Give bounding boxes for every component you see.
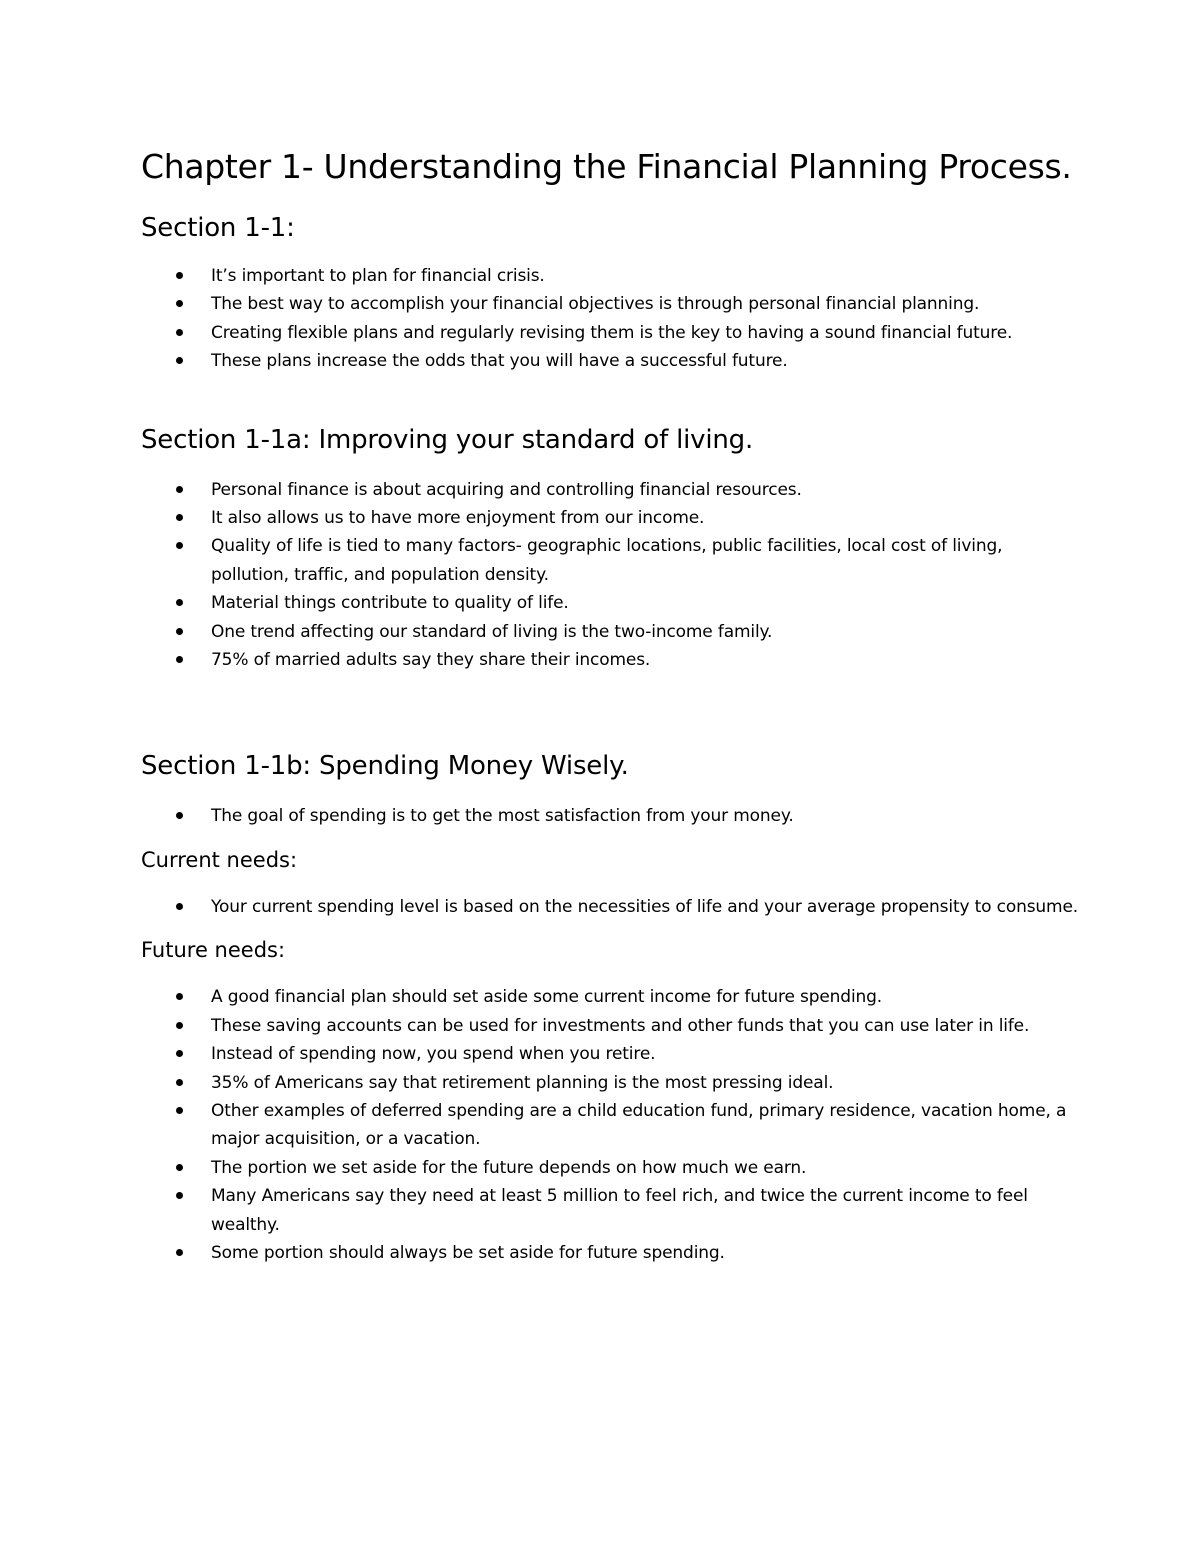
bullet-list-future-needs [141, 983, 1081, 1267]
list-item [141, 1182, 1081, 1239]
bullet-dot-icon [176, 993, 183, 1000]
list-item-text: Creating flexible plans and regularly revising them is the key to having a sound financial future. [211, 322, 1013, 343]
list-item [141, 589, 1081, 617]
bullet-list-section-1-1a [141, 476, 1081, 675]
bullet-dot-icon [176, 1022, 183, 1029]
list-item-text: It also allows us to have more enjoyment from our income. [211, 508, 705, 529]
list-item-text: The portion we set aside for the future depends on how much we earn. [211, 1157, 807, 1178]
list-item [141, 1040, 1081, 1068]
list-item-text: Some portion should always be set aside for future spending. [211, 1242, 725, 1263]
bullet-dot-icon [176, 599, 183, 606]
list-item [141, 504, 1081, 532]
list-item [141, 1239, 1081, 1267]
bullet-dot-icon [176, 1050, 183, 1057]
bullet-dot-icon [176, 1192, 183, 1199]
bullet-dot-icon [176, 357, 183, 364]
bullet-list-section-1-1 [141, 262, 1081, 376]
list-item [141, 262, 1081, 290]
bullet-dot-icon [176, 812, 183, 819]
list-item [141, 893, 1081, 921]
list-item-text: Material things contribute to quality of life. [211, 593, 569, 614]
list-item-text: Other examples of deferred spending are a child education fund, primary residence, vacation home, a major acquisition, or a vacation. [211, 1100, 1067, 1150]
list-item [141, 290, 1081, 318]
list-item-text: Many Americans say they need at least 5 million to feel rich, and twice the current income to feel wealthy. [211, 1186, 1028, 1235]
list-item [141, 646, 1081, 674]
bullet-dot-icon [176, 272, 183, 279]
section-heading-1-1b: Section 1-1b: Spending Money Wisely. [141, 751, 629, 782]
bullet-dot-icon [176, 542, 183, 549]
list-item [141, 1012, 1081, 1040]
section-heading-1-1a: Section 1-1a: Improving your standard of living. [141, 424, 754, 455]
list-item-text: 35% of Americans say that retirement planning is the most pressing ideal. [211, 1072, 834, 1093]
bullet-dot-icon [176, 903, 183, 910]
bullet-dot-icon [176, 300, 183, 307]
list-item-text: 75% of married adults say they share their incomes. [211, 650, 651, 671]
subheading-current-needs: Current needs: [141, 847, 298, 872]
list-item [141, 983, 1081, 1011]
list-item-text: The goal of spending is to get the most satisfaction from your money. [211, 806, 794, 827]
bullet-dot-icon [176, 1249, 183, 1256]
bullet-dot-icon [176, 1107, 183, 1114]
list-item [141, 1069, 1081, 1097]
list-item-text: One trend affecting our standard of living is the two-income family. [211, 621, 773, 642]
list-item-text: Instead of spending now, you spend when you retire. [211, 1044, 656, 1065]
list-item [141, 347, 1081, 375]
list-item [141, 1097, 1081, 1154]
list-item [141, 802, 1081, 830]
list-item-text: The best way to accomplish your financial objectives is through personal financial planning. [211, 294, 980, 315]
document-content [141, 140, 1081, 1267]
subheading-future-needs: Future needs: [141, 938, 286, 963]
list-item-text: These plans increase the odds that you will have a successful future. [211, 351, 788, 372]
bullet-dot-icon [176, 1164, 183, 1171]
list-item-text: Your current spending level is based on the necessities of life and your average propensity to consume. [211, 896, 1079, 917]
list-item [141, 618, 1081, 646]
chapter-title: Chapter 1- Understanding the Financial Planning Process. [141, 147, 1072, 186]
bullet-dot-icon [176, 656, 183, 663]
list-item-text: Personal finance is about acquiring and controlling financial resources. [211, 479, 802, 500]
list-item-text: A good financial plan should set aside some current income for future spending. [211, 987, 883, 1008]
list-item-text: These saving accounts can be used for investments and other funds that you can use later in life. [211, 1015, 1030, 1036]
bullet-list-section-1-1b [141, 802, 1081, 830]
list-item [141, 319, 1081, 347]
list-item-text: Quality of life is tied to many factors- geographic locations, public facilities, local cost of living, pollution, traffic, and population density. [211, 536, 1003, 585]
section-heading-1-1: Section 1-1: [141, 213, 295, 243]
list-item [141, 476, 1081, 504]
bullet-dot-icon [176, 628, 183, 635]
list-item [141, 532, 1081, 589]
bullet-dot-icon [176, 1079, 183, 1086]
bullet-list-current-needs [141, 893, 1081, 921]
list-item-text: It’s important to plan for financial crisis. [211, 266, 545, 286]
bullet-dot-icon [176, 486, 183, 493]
list-item [141, 1154, 1081, 1182]
bullet-dot-icon [176, 329, 183, 336]
bullet-dot-icon [176, 514, 183, 521]
